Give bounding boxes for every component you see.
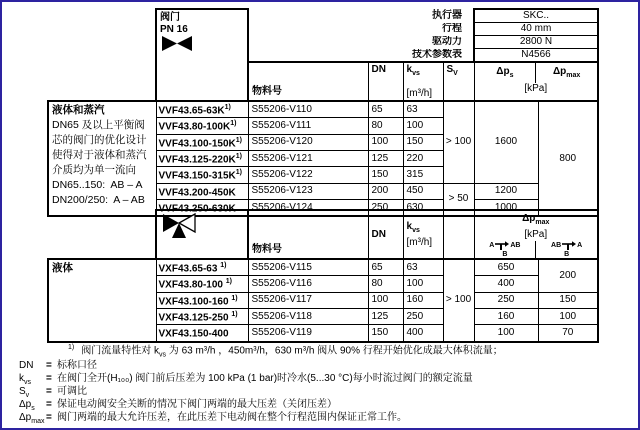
definition-sv: $S_v$ = 可调比 [19,386,87,399]
footnote-marker: 1) [68,344,75,351]
valve-pn-rating: PN 16 [160,24,188,35]
valve-type: $VVF43.150-315K^{1)}$ [156,167,248,183]
flow-a-to-ab-diagram: A AB B [489,242,521,258]
kvs-value: 400 [403,325,443,342]
kvs-value: 100 [403,118,443,134]
definition-dpmax: $\Delta p_{max}$ = 阀门两端的最大允许压差，在此压差下电动阀在整个行程范围内保证正常工作。 [19,412,407,425]
kvs-value: 150 [403,134,443,150]
flow-ab-to-a-diagram: AB A B [535,241,597,258]
flow-arrow-icon [562,241,576,251]
header-spacer [48,9,156,101]
material-number: S55206-V116 [248,276,368,292]
valve-type: $VVF43.100-150K^{1)}$ [156,134,248,150]
dn-column-header: DN [368,210,403,259]
dn-value: 65 [368,259,403,276]
dps-header: $\Delta p_s$ [496,66,514,79]
three-way-valve-table [47,209,599,343]
sv-value: > 50 [443,183,474,216]
kpa-unit: [kPa] [524,83,548,94]
valve-type: VXF43.125-250 $^{1)}$ [156,308,248,324]
kvs-column-header: $k_{vs}$ [m³/h] [403,210,443,259]
kvs-value: 450 [403,183,443,199]
definition-dps: $\Delta p_s$ = 保证电动阀安全关断的情况下阀门两端的最大压差（关闭压差） [19,399,337,412]
stroke-value: 40 mm [474,23,598,36]
dpmax-a-ab-value: 100 [474,325,538,342]
dn-value: 150 [368,167,403,183]
dn-value: 200 [368,183,403,199]
material-column-header: 物料号 [248,210,368,259]
material-number: S55206-V118 [248,308,368,324]
material-number: S55206-V122 [248,167,368,183]
kvs-value: 160 [403,292,443,308]
kvs-value: 220 [403,150,443,166]
valve-type-box [156,9,248,101]
dn-value: 125 [368,150,403,166]
material-column-header: 物料号 [248,62,368,101]
flow-arrow-icon [495,241,509,251]
material-number: S55206-V119 [248,325,368,342]
kvs-value: 315 [403,167,443,183]
material-number: S55206-V115 [248,259,368,276]
dn-value: 150 [368,325,403,342]
dpmax-a-ab-value: 400 [474,276,538,292]
material-number: S55206-V123 [248,183,368,199]
material-number: S55206-V111 [248,118,368,134]
dpmax-a-ab-value: 650 [474,259,538,276]
valve-type: VXF43.80-100 $^{1)}$ [156,276,248,292]
kvs-value: 100 [403,276,443,292]
valve-type: VVF43.200-450K [156,183,248,199]
table-row [48,259,598,276]
header-spacer [48,210,156,259]
dn-value: 80 [368,276,403,292]
media-description: 液体和蒸汽 DN65 及以上平衡阀 芯的阀门的优化设计 使得对于液体和蒸汽 介质均为单一流向 DN65..150: AB – A DN200/250: A – AB [48,101,156,216]
dpmax-value: 800 [538,101,598,216]
kpa-unit: [kPa] [524,229,548,240]
dpmax-a-ab-value: 160 [474,308,538,324]
dpmax-ab-a-value: 100 [538,308,598,324]
valve-type: VVF43.250-630K [156,199,248,216]
valve-type: VXF43.100-160 $^{1)}$ [156,292,248,308]
definition-kvs: $k_{vs}$ = 在阀门全开(H₁₀₀) 阀门前后压差为 100 kPa (1 bar)时冷水(5...30 °C)每小时流过阀门的额定流量 [19,373,473,386]
kvs-column-header: $k_{vs}$ [m³/h] [403,62,443,101]
valve-type: $VVF43.65-63K^{1)}$ [156,101,248,118]
dps-value: 1600 [474,101,538,183]
sv-column-header: $S_V$ [443,62,474,101]
kvs-value: 250 [403,308,443,324]
force-value: 2800 N [474,36,598,49]
media-description [48,259,156,342]
dps-value: 1200 [474,183,538,199]
kvs-value: 63 [403,101,443,118]
dn-value: 100 [368,134,403,150]
dn-column-header: DN [368,62,403,101]
dpmax-ab-a-value: 70 [538,325,598,342]
valve-type: VXF43.65-63 $^{1)}$ [156,259,248,276]
media-title: 液体和蒸汽 [52,104,105,116]
stroke-label: 行程 [442,23,462,34]
dn-value: 80 [368,118,403,134]
footnote-1: $^{1)}$ 阀门流量特性对 $k_{vs}$ 为 63 m³/h ，450m³/h，630 m³/h 阀从 90% 行程开始优化成最大体积流量； [68,344,503,359]
kvs-unit: [m³/h] [406,88,433,99]
two-way-valve-table [47,8,599,217]
three-way-valve-icon [162,213,196,239]
dpmax-ab-a-value: 200 [538,259,598,292]
actuator-value: SKC.. [474,9,598,23]
dps-value: 1000 [474,199,538,216]
material-number: S55206-V110 [248,101,368,118]
valve-type-box [156,210,248,259]
dn-value: 250 [368,199,403,216]
sv-column-header-empty [443,210,474,259]
datasheet-value: N4566 [474,49,598,63]
valve-type: VXF43.150-400 [156,325,248,342]
material-number: S55206-V117 [248,292,368,308]
kvs-value: 630 [403,199,443,216]
dpmax-header: $\Delta p_{max}$ [522,213,550,226]
dn-value: 65 [368,101,403,118]
sv-value: > 100 [443,101,474,183]
two-way-valve-icon [162,36,192,51]
media-title: 液体 [52,262,73,274]
definition-dn: DN = 标称口径 [19,360,97,371]
valve-type: $VVF43.80-100K^{1)}$ [156,118,248,134]
dpmax-header: $\Delta p_{max}$ [535,63,597,83]
table-row [48,101,598,118]
kvs-unit: [m³/h] [406,236,433,248]
force-label: 驱动力 [432,36,462,47]
symbol-definitions [19,359,473,424]
material-number: S55206-V121 [248,150,368,166]
kvs-value: 63 [403,259,443,276]
dn-value: 125 [368,308,403,324]
valve-box-title: 阀门 [160,12,180,23]
datasheet-label: 技术参数表 [412,48,462,60]
dn-value: 100 [368,292,403,308]
dpmax-group-header [474,210,598,259]
dpmax-ab-a-value: 150 [538,292,598,308]
material-number: S55206-V120 [248,134,368,150]
sv-value: > 100 [443,259,474,342]
valve-type: $VVF43.125-220K^{1)}$ [156,150,248,166]
material-number: S55206-V124 [248,199,368,216]
actuator-label: 执行器 [432,9,462,21]
dpmax-a-ab-value: 250 [474,292,538,308]
dp-group-header [474,62,598,101]
